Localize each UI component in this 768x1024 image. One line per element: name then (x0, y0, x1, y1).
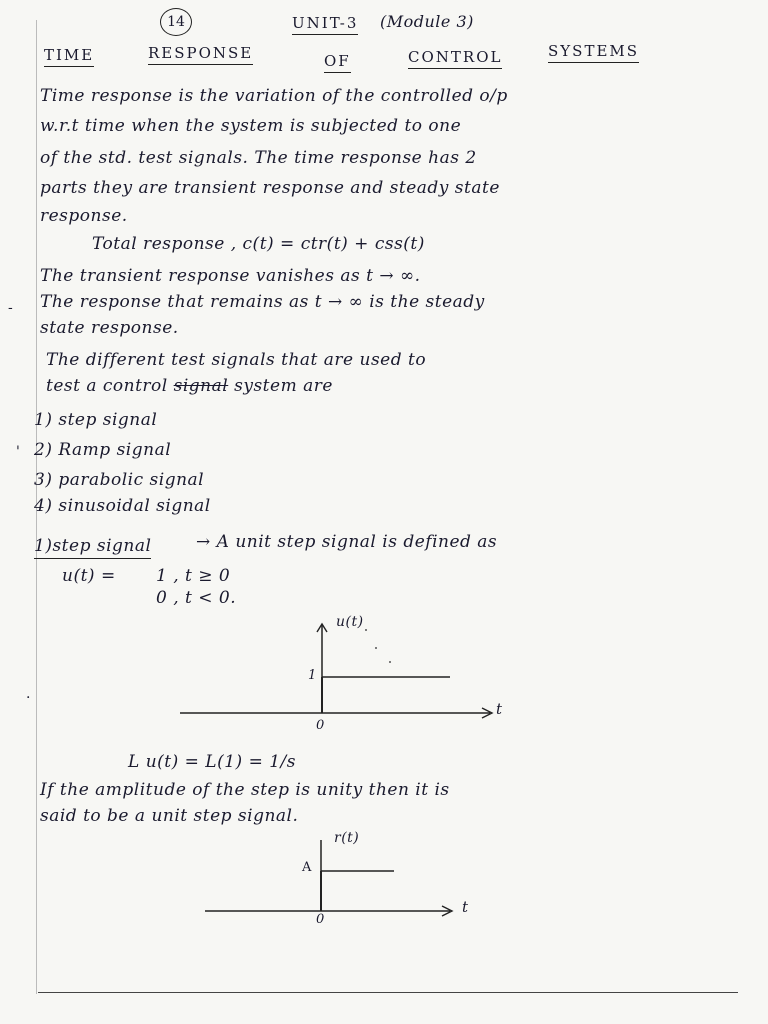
para1-line4: parts they are transient response and steady state (40, 178, 500, 198)
laplace-equation: L u(t) = L(1) = 1/s (128, 752, 296, 772)
title-word-3: OF (324, 52, 351, 73)
case-1: 1 , t ≥ 0 (156, 566, 231, 586)
graph2-x-label: t (462, 898, 469, 916)
case-2: 0 , t < 0. (156, 588, 237, 608)
step-definition-text: → A unit step signal is defined as (196, 532, 498, 552)
title-word-1: TIME (44, 46, 94, 67)
para1-line3: of the std. test signals. The time response has 2 (40, 148, 477, 168)
list-item-ramp: 2) Ramp signal (34, 440, 172, 460)
page-bottom-edge (38, 992, 738, 993)
graph1-y-label: u(t) (336, 614, 364, 630)
u-t-label: u(t) = (62, 566, 116, 586)
list-item-step: 1) step signal (34, 410, 158, 430)
amplitude-line2: said to be a unit step signal. (40, 806, 299, 826)
title-word-2: RESPONSE (148, 44, 253, 65)
test-intro-line2: test a control signal system are (46, 376, 333, 396)
page-number: 14 (160, 8, 192, 36)
graph1-origin: 0 (316, 718, 325, 733)
title-word-4: CONTROL (408, 48, 502, 69)
transient-line3: state response. (40, 318, 179, 338)
step-heading: 1)step signal (34, 536, 151, 559)
margin-dot: · (26, 690, 31, 706)
title-word-5: SYSTEMS (548, 42, 639, 63)
margin-tick: ' (16, 444, 20, 460)
graph1-x-label: t (496, 700, 503, 718)
total-response-equation: Total response , c(t) = ctr(t) + css(t) (92, 234, 425, 254)
amplitude-line1: If the amplitude of the step is unity then it is (40, 780, 450, 800)
para1-line5: response. (40, 206, 128, 226)
struck-word: signal (173, 376, 229, 396)
para1-line1: Time response is the variation of the controlled o/p (40, 86, 508, 106)
transient-line2: The response that remains as t → ∞ is the steady (40, 292, 485, 312)
graph2-y-label: r(t) (334, 830, 360, 846)
graph2-origin: 0 (316, 912, 325, 927)
module-heading: (Module 3) (380, 12, 474, 31)
transient-line1: The transient response vanishes as t → ∞. (40, 266, 421, 286)
list-item-parabolic: 3) parabolic signal (34, 470, 205, 490)
graph2-level: A (302, 860, 312, 875)
unit-heading: UNIT-3 (292, 14, 358, 35)
test-intro-line1: The different test signals that are used to (46, 350, 427, 370)
graph1-level: 1 (308, 668, 317, 683)
margin-dash: - (8, 300, 13, 316)
para1-line2: w.r.t time when the system is subjected to one (40, 116, 462, 136)
list-item-sinusoidal: 4) sinusoidal signal (34, 496, 211, 516)
